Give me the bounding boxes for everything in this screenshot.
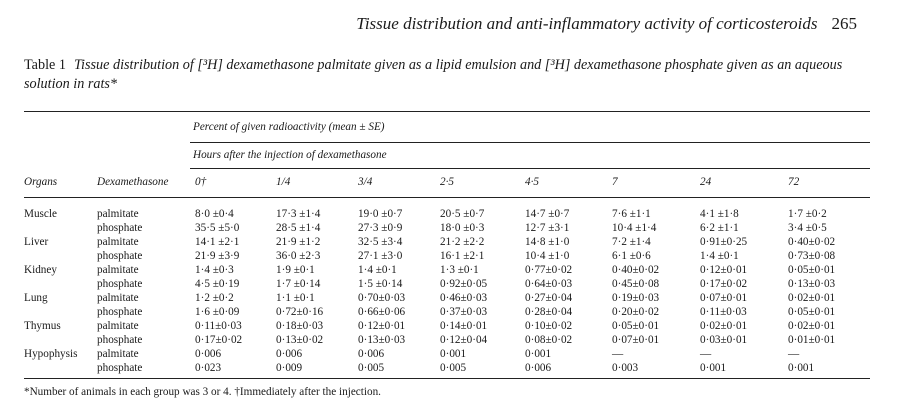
- value-cell: 14·8 ±1·0: [525, 236, 570, 248]
- value-cell: 0·11±0·03: [195, 320, 242, 332]
- value-cell: 6·2 ±1·1: [700, 222, 739, 234]
- value-cell: 35·5 ±5·0: [195, 222, 240, 234]
- value-cell: 21·9 ±1·2: [276, 236, 321, 248]
- value-cell: 0·07±0·01: [612, 334, 660, 346]
- column-header-organs: Organs: [24, 176, 58, 188]
- value-cell: 1·9 ±0·1: [276, 264, 315, 276]
- value-cell: 21·9 ±3·9: [195, 250, 240, 262]
- value-cell: 1·2 ±0·2: [195, 292, 234, 304]
- value-cell: 10·4 ±1·4: [612, 222, 657, 234]
- value-cell: 0·73±0·08: [788, 250, 836, 262]
- value-cell: 12·7 ±3·1: [525, 222, 570, 234]
- value-cell: 0·01±0·01: [788, 334, 836, 346]
- value-cell: 0·17±0·02: [700, 278, 748, 290]
- running-head: [356, 14, 857, 34]
- value-cell: 0·03±0·01: [700, 334, 748, 346]
- value-cell: 0·46±0·03: [440, 292, 488, 304]
- value-cell: 0·28±0·04: [525, 306, 573, 318]
- value-cell: 1·4 ±0·1: [700, 250, 739, 262]
- dexamethasone-form-cell: palmitate: [97, 264, 139, 276]
- organ-cell: Lung: [24, 292, 48, 304]
- table-body: [0, 208, 915, 376]
- dexamethasone-form-cell: palmitate: [97, 320, 139, 332]
- value-cell: 0·27±0·04: [525, 292, 573, 304]
- value-cell: 0·37±0·03: [440, 306, 488, 318]
- value-cell: 1·3 ±0·1: [440, 264, 479, 276]
- table-row: [0, 292, 915, 306]
- table-row: [0, 278, 915, 292]
- value-cell: —: [788, 348, 800, 360]
- organ-cell: Muscle: [24, 208, 57, 220]
- table-row: [0, 306, 915, 320]
- dexamethasone-form-cell: phosphate: [97, 278, 143, 290]
- value-cell: 28·5 ±1·4: [276, 222, 321, 234]
- value-cell: 0·023: [195, 362, 222, 374]
- value-cell: 10·4 ±1·0: [525, 250, 570, 262]
- table-row: [0, 362, 915, 376]
- table-row: [0, 348, 915, 362]
- value-cell: 0·05±0·01: [788, 264, 836, 276]
- table-row: [0, 236, 915, 250]
- table-row: [0, 208, 915, 222]
- value-cell: 0·13±0·02: [276, 334, 324, 346]
- value-cell: 0·19±0·03: [612, 292, 660, 304]
- page-number: 265: [831, 14, 857, 33]
- column-header-time: 3/4: [358, 176, 373, 188]
- value-cell: —: [612, 348, 624, 360]
- dexamethasone-form-cell: palmitate: [97, 348, 139, 360]
- value-cell: 0·05±0·01: [788, 306, 836, 318]
- value-cell: 0·02±0·01: [788, 292, 836, 304]
- value-cell: 0·13±0·03: [358, 334, 406, 346]
- value-cell: 19·0 ±0·7: [358, 208, 403, 220]
- value-cell: 6·1 ±0·6: [612, 250, 651, 262]
- dexamethasone-form-cell: phosphate: [97, 306, 143, 318]
- table-caption-label: Table 1: [24, 57, 66, 73]
- table-row: [0, 334, 915, 348]
- value-cell: 4·1 ±1·8: [700, 208, 739, 220]
- value-cell: 0·11±0·03: [700, 306, 747, 318]
- value-cell: 1·7 ±0·2: [788, 208, 827, 220]
- value-cell: 21·2 ±2·2: [440, 236, 485, 248]
- value-cell: 3·4 ±0·5: [788, 222, 827, 234]
- group-header: Percent of given radioactivity (mean ± SE): [193, 121, 385, 133]
- dexamethasone-form-cell: phosphate: [97, 250, 143, 262]
- sub-header-rule: [190, 168, 870, 169]
- value-cell: 0·02±0·01: [788, 320, 836, 332]
- value-cell: 0·64±0·03: [525, 278, 573, 290]
- value-cell: 0·92±0·05: [440, 278, 488, 290]
- value-cell: 7·2 ±1·4: [612, 236, 651, 248]
- dexamethasone-form-cell: palmitate: [97, 208, 139, 220]
- value-cell: 0·12±0·01: [358, 320, 406, 332]
- value-cell: 0·006: [276, 348, 303, 360]
- value-cell: 0·006: [358, 348, 385, 360]
- value-cell: —: [700, 348, 712, 360]
- value-cell: 0·12±0·01: [700, 264, 748, 276]
- running-head-title: Tissue distribution and anti-inflammatory activity of corticosteroids: [356, 14, 818, 33]
- column-header-time: 4·5: [525, 176, 539, 188]
- value-cell: 32·5 ±3·4: [358, 236, 403, 248]
- dexamethasone-form-cell: palmitate: [97, 236, 139, 248]
- column-header-time: 72: [788, 176, 800, 188]
- column-header-time: 0†: [195, 176, 207, 188]
- value-cell: 0·005: [358, 362, 385, 374]
- value-cell: 0·07±0·01: [700, 292, 748, 304]
- value-cell: 0·12±0·04: [440, 334, 488, 346]
- value-cell: 0·001: [440, 348, 467, 360]
- value-cell: 0·001: [788, 362, 815, 374]
- value-cell: 16·1 ±2·1: [440, 250, 485, 262]
- value-cell: 14·7 ±0·7: [525, 208, 570, 220]
- column-header-rule: [24, 197, 870, 198]
- table-row: [0, 222, 915, 236]
- dexamethasone-form-cell: phosphate: [97, 222, 143, 234]
- value-cell: 7·6 ±1·1: [612, 208, 651, 220]
- value-cell: 27·1 ±3·0: [358, 250, 403, 262]
- table-bottom-rule: [24, 378, 870, 379]
- dexamethasone-form-cell: phosphate: [97, 362, 143, 374]
- table-caption: [24, 56, 884, 94]
- value-cell: 0·006: [195, 348, 222, 360]
- value-cell: 0·003: [612, 362, 639, 374]
- value-cell: 1·4 ±0·1: [358, 264, 397, 276]
- value-cell: 0·72±0·16: [276, 306, 324, 318]
- value-cell: 0·66±0·06: [358, 306, 406, 318]
- value-cell: 0·18±0·03: [276, 320, 324, 332]
- value-cell: 0·001: [525, 348, 552, 360]
- organ-cell: Liver: [24, 236, 49, 248]
- value-cell: 1·7 ±0·14: [276, 278, 321, 290]
- value-cell: 36·0 ±2·3: [276, 250, 321, 262]
- value-cell: 14·1 ±2·1: [195, 236, 240, 248]
- organ-cell: Hypophysis: [24, 348, 78, 360]
- value-cell: 0·10±0·02: [525, 320, 573, 332]
- value-cell: 1·6 ±0·09: [195, 306, 240, 318]
- value-cell: 0·40±0·02: [788, 236, 836, 248]
- column-header-time: 2·5: [440, 176, 454, 188]
- value-cell: 0·02±0·01: [700, 320, 748, 332]
- value-cell: 0·91±0·25: [700, 236, 748, 248]
- value-cell: 1·4 ±0·3: [195, 264, 234, 276]
- table-caption-text: Tissue distribution of [³H] dexamethasone palmitate given as a lipid emulsion and [³H] dexamethasone phosphate given as an aqueous solution in rats*: [24, 57, 843, 92]
- table-row: [0, 264, 915, 278]
- table-top-rule: [24, 111, 870, 112]
- value-cell: 20·5 ±0·7: [440, 208, 485, 220]
- value-cell: 0·006: [525, 362, 552, 374]
- value-cell: 0·17±0·02: [195, 334, 243, 346]
- dexamethasone-form-cell: palmitate: [97, 292, 139, 304]
- sub-header: Hours after the injection of dexamethasone: [193, 149, 387, 161]
- value-cell: 18·0 ±0·3: [440, 222, 485, 234]
- column-header-time: 1/4: [276, 176, 291, 188]
- column-header-dexamethasone: Dexamethasone: [97, 176, 169, 188]
- value-cell: 17·3 ±1·4: [276, 208, 321, 220]
- value-cell: 0·45±0·08: [612, 278, 660, 290]
- dexamethasone-form-cell: phosphate: [97, 334, 143, 346]
- table-row: [0, 320, 915, 334]
- value-cell: 4·5 ±0·19: [195, 278, 240, 290]
- value-cell: 0·08±0·02: [525, 334, 573, 346]
- table-row: [0, 250, 915, 264]
- group-header-rule: [190, 142, 870, 143]
- value-cell: 0·40±0·02: [612, 264, 660, 276]
- value-cell: 0·13±0·03: [788, 278, 836, 290]
- organ-cell: Thymus: [24, 320, 61, 332]
- footnote: *Number of animals in each group was 3 or 4. †Immediately after the injection.: [24, 386, 381, 398]
- value-cell: 0·009: [276, 362, 303, 374]
- column-header-time: 7: [612, 176, 618, 188]
- value-cell: 27·3 ±0·9: [358, 222, 403, 234]
- value-cell: 0·77±0·02: [525, 264, 573, 276]
- value-cell: 1·1 ±0·1: [276, 292, 315, 304]
- column-header-time: 24: [700, 176, 712, 188]
- value-cell: 0·001: [700, 362, 727, 374]
- organ-cell: Kidney: [24, 264, 57, 276]
- value-cell: 0·70±0·03: [358, 292, 406, 304]
- value-cell: 0·005: [440, 362, 467, 374]
- value-cell: 0·14±0·01: [440, 320, 488, 332]
- value-cell: 8·0 ±0·4: [195, 208, 234, 220]
- value-cell: 1·5 ±0·14: [358, 278, 403, 290]
- value-cell: 0·20±0·02: [612, 306, 660, 318]
- value-cell: 0·05±0·01: [612, 320, 660, 332]
